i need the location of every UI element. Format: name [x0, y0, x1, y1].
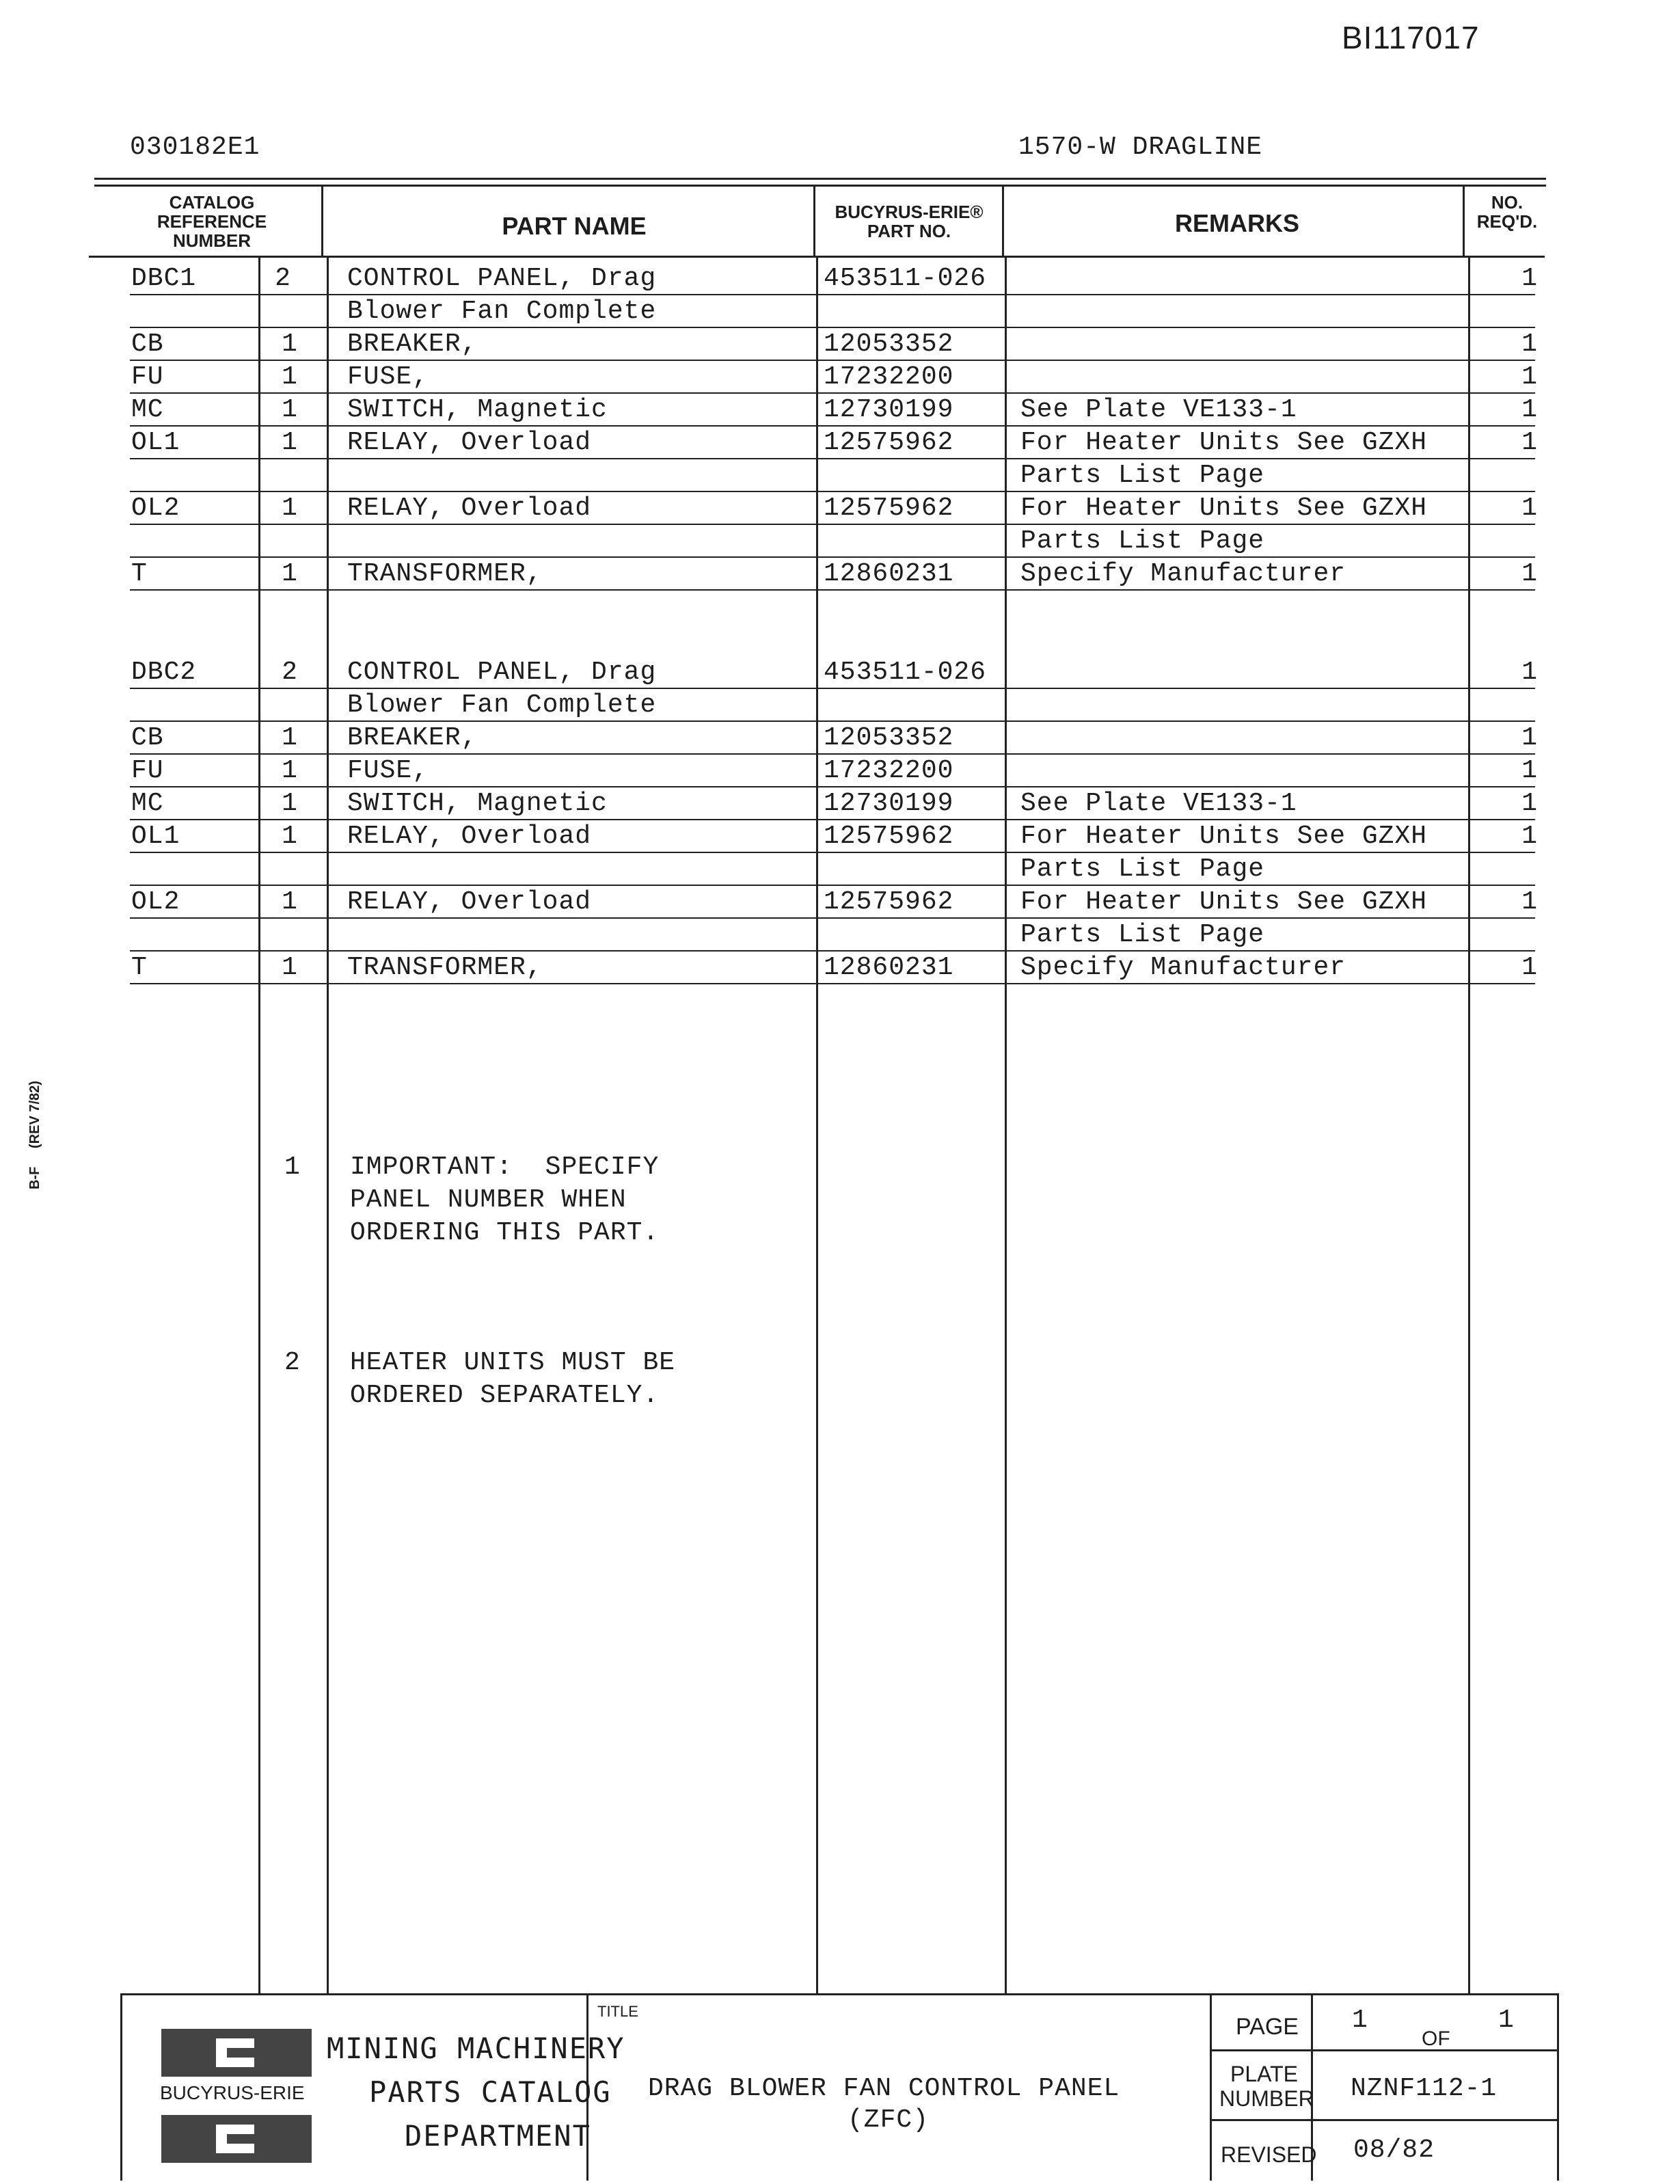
row-part-name: RELAY, Overload — [347, 428, 592, 457]
note-number: 2 — [284, 1348, 301, 1377]
row-remarks: For Heater Units See GZXH — [1020, 887, 1428, 917]
row-rule — [130, 885, 1535, 886]
row-rule — [130, 983, 1535, 984]
row-catalog-ref: CB — [131, 329, 164, 359]
row-part-number: 12053352 — [824, 723, 954, 753]
row-qty: 1 — [1521, 887, 1538, 917]
row-rule — [130, 720, 1535, 722]
side-rev-text: (REV 7/82) — [27, 1081, 42, 1148]
page-number: 1 — [1352, 2006, 1368, 2035]
note-line: PANEL NUMBER WHEN — [350, 1185, 627, 1215]
row-part-name: RELAY, Overload — [347, 887, 592, 917]
row-rule — [130, 360, 1535, 361]
dept-line3: DEPARTMENT — [405, 2119, 591, 2153]
row-catalog-ref: FU — [131, 362, 164, 392]
row-part-number: 12860231 — [824, 953, 954, 982]
row-note-ref: 2 — [282, 658, 298, 687]
row-rule — [130, 589, 1535, 591]
note-line: HEATER UNITS MUST BE — [350, 1348, 676, 1377]
row-part-name: Blower Fan Complete — [347, 297, 657, 326]
row-part-name: TRANSFORMER, — [347, 953, 543, 982]
title-line1: DRAG BLOWER FAN CONTROL PANEL — [648, 2074, 1120, 2103]
row-part-number: 453511-026 — [824, 264, 987, 293]
dept-line2: PARTS CATALOG — [369, 2075, 612, 2109]
row-part-name: Blower Fan Complete — [347, 690, 657, 720]
row-qty: 1 — [1521, 559, 1538, 589]
row-remarks: See Plate VE133-1 — [1020, 395, 1297, 424]
header-part-no: BUCYRUS-ERIE® PART NO. — [835, 202, 984, 241]
row-part-number: 12575962 — [824, 428, 954, 457]
row-catalog-ref: T — [131, 559, 148, 589]
row-note-ref: 1 — [282, 756, 298, 785]
row-qty: 1 — [1521, 264, 1538, 293]
row-qty: 1 — [1521, 428, 1538, 457]
revised-date: 08/82 — [1353, 2135, 1435, 2165]
bucyrus-erie-logo-top — [161, 2029, 312, 2077]
note-line: ORDERING THIS PART. — [350, 1218, 660, 1248]
row-rule — [130, 458, 1535, 459]
row-remarks: Parts List Page — [1020, 461, 1265, 490]
row-part-number: 12575962 — [824, 822, 954, 851]
row-catalog-ref: T — [131, 953, 148, 982]
document-id: BI117017 — [1342, 20, 1480, 55]
plate-label-1: PLATE — [1230, 2062, 1298, 2086]
row-remarks: For Heater Units See GZXH — [1020, 494, 1428, 523]
row-rule — [130, 524, 1535, 525]
row-rule — [130, 327, 1535, 328]
row-qty: 1 — [1521, 756, 1538, 785]
row-part-number: 12730199 — [824, 789, 954, 818]
row-part-number: 453511-026 — [824, 658, 987, 687]
row-rule — [130, 556, 1535, 558]
row-rule — [130, 819, 1535, 820]
row-remarks: Specify Manufacturer — [1020, 559, 1346, 589]
row-part-name: CONTROL PANEL, Drag — [347, 658, 657, 687]
row-catalog-ref: CB — [131, 723, 164, 753]
row-qty: 1 — [1521, 789, 1538, 818]
row-rule — [130, 425, 1535, 427]
side-mark — [27, 1039, 55, 1189]
header-remarks: REMARKS — [1174, 209, 1299, 237]
row-catalog-ref: DBC1 — [131, 264, 197, 293]
side-mark-text: B-F — [27, 1166, 42, 1189]
revised-label: REVISED — [1221, 2142, 1317, 2167]
title-line2: (ZFC) — [848, 2105, 930, 2135]
machine-name: 1570-W DRAGLINE — [1018, 133, 1263, 162]
row-rule — [130, 392, 1535, 394]
header-part-name: PART NAME — [502, 212, 647, 240]
note-line: IMPORTANT: SPECIFY — [350, 1152, 660, 1182]
row-part-name: BREAKER, — [347, 723, 478, 753]
row-remarks: For Heater Units See GZXH — [1020, 822, 1428, 851]
row-part-name: RELAY, Overload — [347, 494, 592, 523]
row-rule — [130, 688, 1535, 689]
row-note-ref: 2 — [275, 264, 291, 293]
row-part-name: CONTROL PANEL, Drag — [347, 264, 657, 293]
row-part-number: 12053352 — [824, 329, 954, 359]
row-rule — [130, 294, 1535, 295]
row-qty: 1 — [1521, 953, 1538, 982]
row-note-ref: 1 — [282, 789, 298, 818]
row-note-ref: 1 — [282, 559, 298, 589]
row-part-number: 17232200 — [824, 756, 954, 785]
row-part-name: FUSE, — [347, 756, 429, 785]
row-remarks: Specify Manufacturer — [1020, 953, 1346, 982]
row-rule — [130, 950, 1535, 952]
row-remarks: See Plate VE133-1 — [1020, 789, 1297, 818]
row-note-ref: 1 — [282, 395, 298, 424]
header-qty: NO. REQ'D. — [1476, 192, 1538, 232]
row-catalog-ref: MC — [131, 395, 164, 424]
row-rule — [130, 917, 1535, 919]
header-catalog-ref: CATALOG REFERENCE NUMBER — [157, 192, 267, 251]
row-part-name: SWITCH, Magnetic — [347, 395, 608, 424]
row-remarks: Parts List Page — [1020, 526, 1265, 556]
row-part-number: 12730199 — [824, 395, 954, 424]
row-qty: 1 — [1521, 658, 1538, 687]
page-total: 1 — [1498, 2006, 1515, 2035]
row-note-ref: 1 — [282, 329, 298, 359]
row-note-ref: 1 — [282, 494, 298, 523]
row-catalog-ref: OL1 — [131, 822, 180, 851]
row-remarks: Parts List Page — [1020, 920, 1265, 949]
row-note-ref: 1 — [282, 362, 298, 392]
row-part-name: SWITCH, Magnetic — [347, 789, 608, 818]
row-catalog-ref: OL2 — [131, 494, 180, 523]
plate-label-2: NUMBER — [1219, 2086, 1314, 2111]
row-qty: 1 — [1521, 362, 1538, 392]
row-catalog-ref: OL2 — [131, 887, 180, 917]
note-line: ORDERED SEPARATELY. — [350, 1381, 660, 1410]
title-label: TITLE — [597, 2003, 638, 2020]
row-part-name: RELAY, Overload — [347, 822, 592, 851]
row-remarks: For Heater Units See GZXH — [1020, 428, 1428, 457]
row-note-ref: 1 — [282, 723, 298, 753]
row-rule — [130, 491, 1535, 492]
row-qty: 1 — [1521, 329, 1538, 359]
row-part-name: BREAKER, — [347, 329, 478, 359]
plate-number: NZNF112-1 — [1351, 2074, 1498, 2103]
row-qty: 1 — [1521, 723, 1538, 753]
row-rule — [130, 852, 1535, 853]
row-catalog-ref: OL1 — [131, 428, 180, 457]
row-rule — [130, 753, 1535, 755]
row-note-ref: 1 — [282, 887, 298, 917]
row-part-name: TRANSFORMER, — [347, 559, 543, 589]
row-qty: 1 — [1521, 395, 1538, 424]
of-label: OF — [1422, 2027, 1450, 2050]
row-catalog-ref: MC — [131, 789, 164, 818]
row-remarks: Parts List Page — [1020, 854, 1265, 884]
row-catalog-ref: DBC2 — [131, 658, 197, 687]
row-part-name: FUSE, — [347, 362, 429, 392]
row-rule — [130, 786, 1535, 787]
bucyrus-erie-logo-bottom — [161, 2115, 312, 2163]
company-name: BUCYRUS-ERIE — [160, 2082, 305, 2103]
row-part-number: 12860231 — [824, 559, 954, 589]
row-note-ref: 1 — [282, 822, 298, 851]
note-number: 1 — [284, 1152, 301, 1182]
row-note-ref: 1 — [282, 953, 298, 982]
row-part-number: 12575962 — [824, 494, 954, 523]
row-part-number: 12575962 — [824, 887, 954, 917]
row-part-number: 17232200 — [824, 362, 954, 392]
page-label: PAGE — [1236, 2014, 1299, 2040]
row-qty: 1 — [1521, 494, 1538, 523]
doc-code: 030182E1 — [130, 133, 260, 162]
row-catalog-ref: FU — [131, 756, 164, 785]
dept-line1: MINING MACHINERY — [327, 2032, 625, 2065]
row-note-ref: 1 — [282, 428, 298, 457]
row-qty: 1 — [1521, 822, 1538, 851]
